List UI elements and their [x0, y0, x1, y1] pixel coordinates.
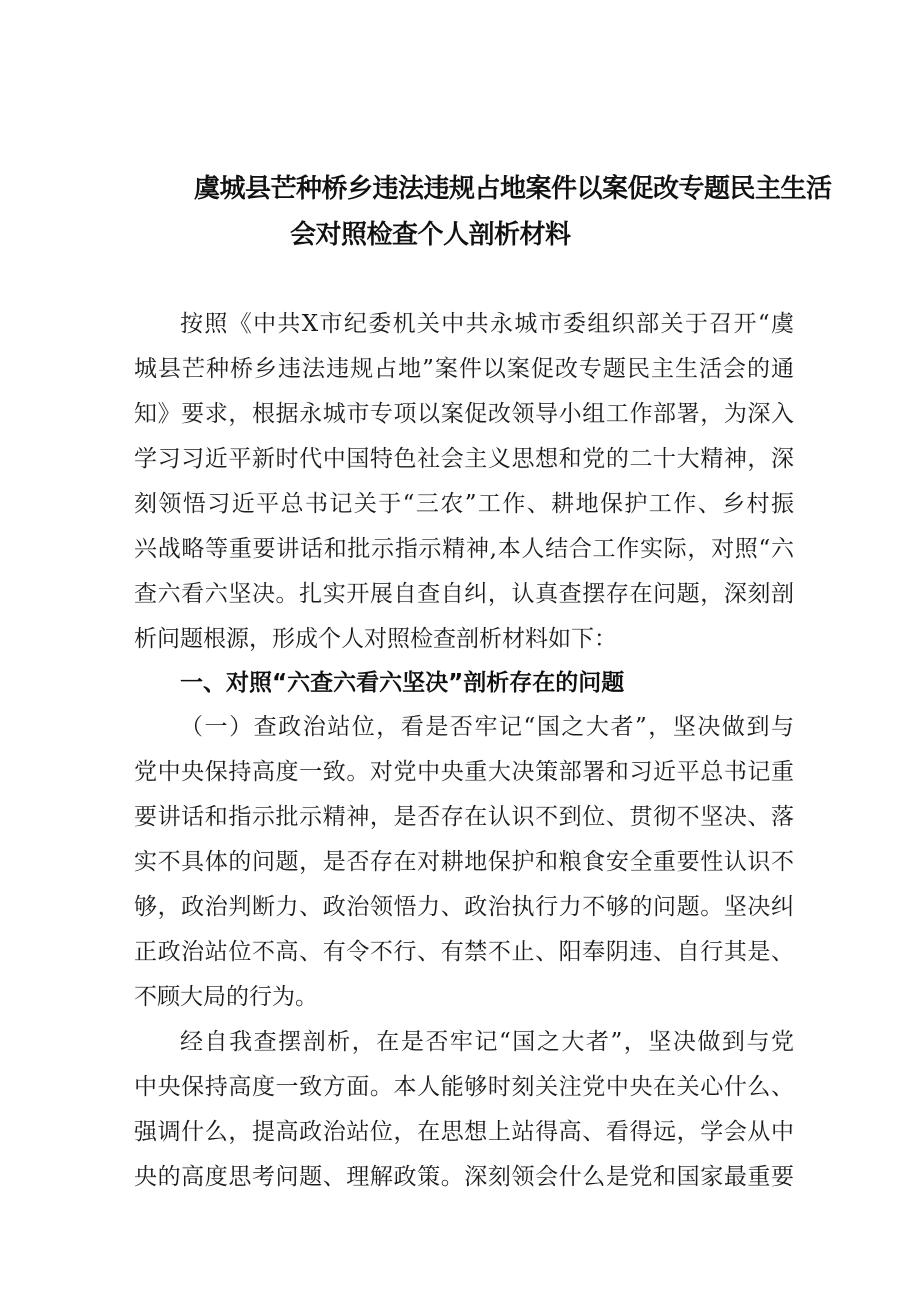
paragraph-3-line: 央的高度思考问题、理解政策。深刻领会什么是党和国家最重要	[134, 1164, 794, 1190]
paragraph-2-line: （一）查政治站位，看是否牢记“国之大者”，坚决做到与	[180, 714, 794, 740]
paragraph-3-line: 中央保持高度一致方面。本人能够时刻关注党中央在关心什么、	[134, 1074, 794, 1100]
paragraph-2-line: 实不具体的问题，是否存在对耕地保护和粮食安全重要性认识不	[134, 849, 794, 875]
section-heading: 一、对照“六查六看六坚决”剖析存在的问题	[180, 670, 625, 696]
paragraph-1-line: 城县芒种桥乡违法违规占地”案件以案促改专题民主生活会的通	[134, 356, 794, 382]
paragraph-1-line: 刻领悟习近平总书记关于“三农”工作、耕地保护工作、乡村振	[134, 491, 794, 517]
paragraph-1-line: 兴战略等重要讲话和批示指示精神,本人结合工作实际，对照“六	[134, 536, 794, 562]
paragraph-3-line: 经自我查摆剖析，在是否牢记“国之大者”，坚决做到与党	[180, 1029, 794, 1055]
paragraph-1-line: 查六看六坚决。扎实开展自查自纠，认真查摆存在问题，深刻剖	[134, 581, 794, 607]
paragraph-1-line: 按照《中共X市纪委机关中共永城市委组织部关于召开“虞	[180, 311, 794, 337]
document-title-line-1: 虞城县芒种桥乡违法违规占地案件以案促改专题民主生活	[194, 174, 832, 204]
paragraph-2-line: 正政治站位不高、有令不行、有禁不止、阳奉阴违、自行其是、	[134, 939, 794, 965]
paragraph-1-line: 析问题根源，形成个人对照检查剖析材料如下：	[134, 626, 617, 652]
paragraph-2-line: 党中央保持高度一致。对党中央重大决策部署和习近平总书记重	[134, 759, 794, 785]
paragraph-1-line: 学习习近平新时代中国特色社会主义思想和党的二十大精神，深	[134, 446, 794, 472]
paragraph-2-line: 不顾大局的行为。	[134, 984, 318, 1010]
paragraph-2-line: 要讲话和指示批示精神，是否存在认识不到位、贯彻不坚决、落	[134, 804, 794, 830]
document-title-line-2: 会对照检查个人剖析材料	[290, 220, 571, 250]
paragraph-3-line: 强调什么，提高政治站位，在思想上站得高、看得远，学会从中	[134, 1119, 794, 1145]
paragraph-1-line: 知》要求，根据永城市专项以案促改领导小组工作部署，为深入	[134, 401, 794, 427]
paragraph-2-line: 够，政治判断力、政治领悟力、政治执行力不够的问题。坚决纠	[134, 894, 794, 920]
